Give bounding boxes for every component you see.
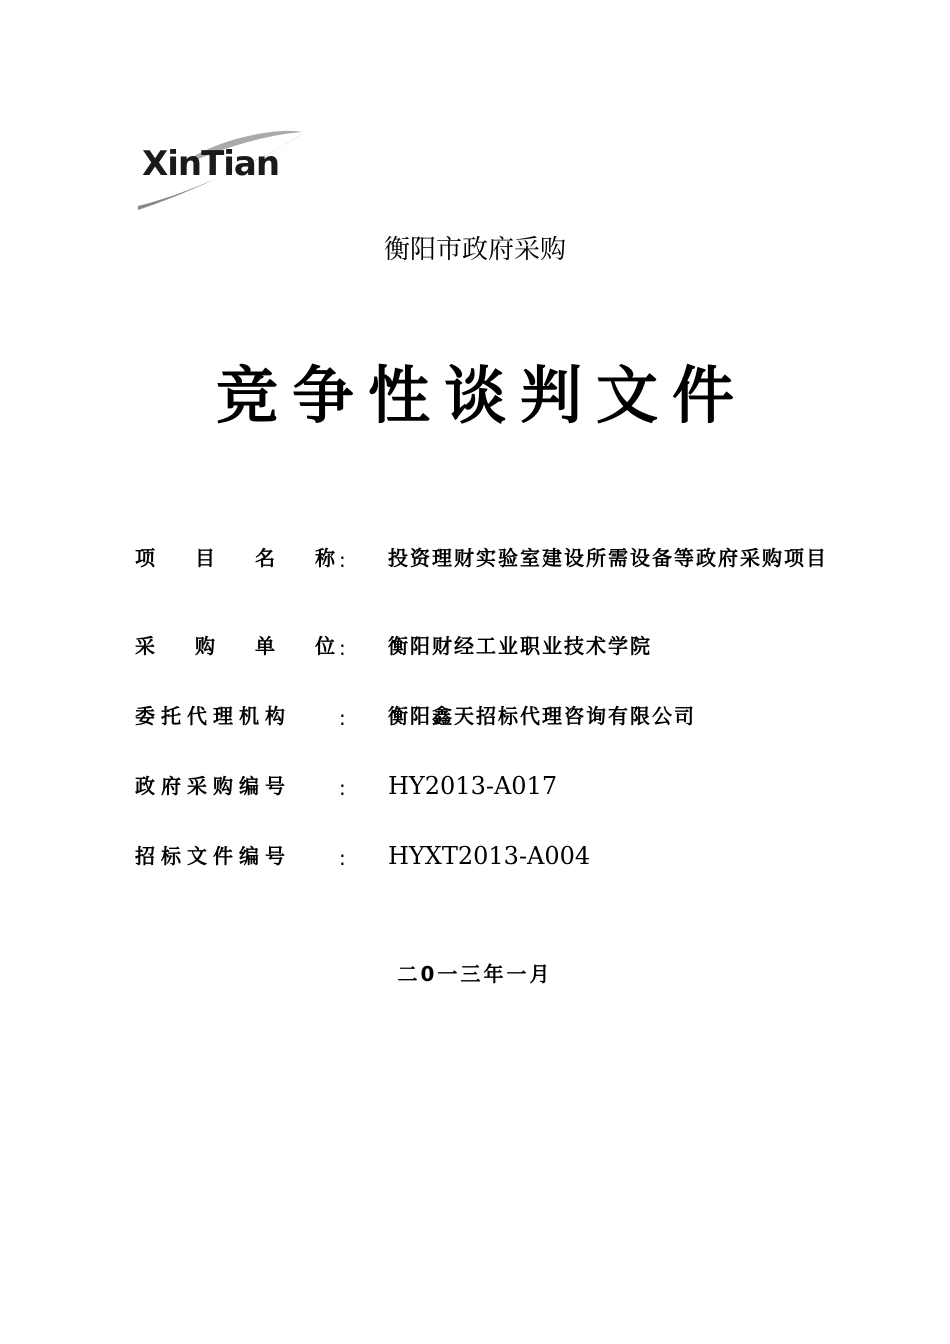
document-date: 二0一三年一月 — [397, 962, 553, 986]
field-value-document-number: HYXT2013-A004 — [388, 842, 591, 870]
field-colon: : — [339, 636, 346, 660]
field-colon: : — [339, 776, 346, 800]
field-label-purchaser: 采 购 单 位 — [135, 634, 335, 658]
field-label-document-number: 招标文件编号 — [135, 844, 291, 868]
field-colon: : — [339, 706, 346, 730]
field-label-project-name: 项 目 名 称 — [135, 546, 335, 570]
company-logo — [134, 126, 306, 214]
field-value-purchaser: 衡阳财经工业职业技术学院 — [388, 634, 652, 658]
field-label-agency: 委托代理机构 — [135, 704, 291, 728]
field-value-procurement-number: HY2013-A017 — [388, 772, 558, 800]
field-value-project-name: 投资理财实验室建设所需设备等政府采购项目 — [388, 546, 828, 570]
field-label-procurement-number: 政府采购编号 — [135, 774, 291, 798]
page-title: 竞争性谈判文件 — [215, 359, 748, 432]
field-colon: : — [339, 548, 346, 572]
logo-text: XinTian — [142, 144, 280, 184]
field-row-project-name — [135, 540, 828, 612]
field-colon: : — [339, 846, 346, 870]
field-value-agency: 衡阳鑫天招标代理咨询有限公司 — [388, 704, 696, 728]
page-subtitle: 衡阳市政府采购 — [383, 235, 566, 265]
